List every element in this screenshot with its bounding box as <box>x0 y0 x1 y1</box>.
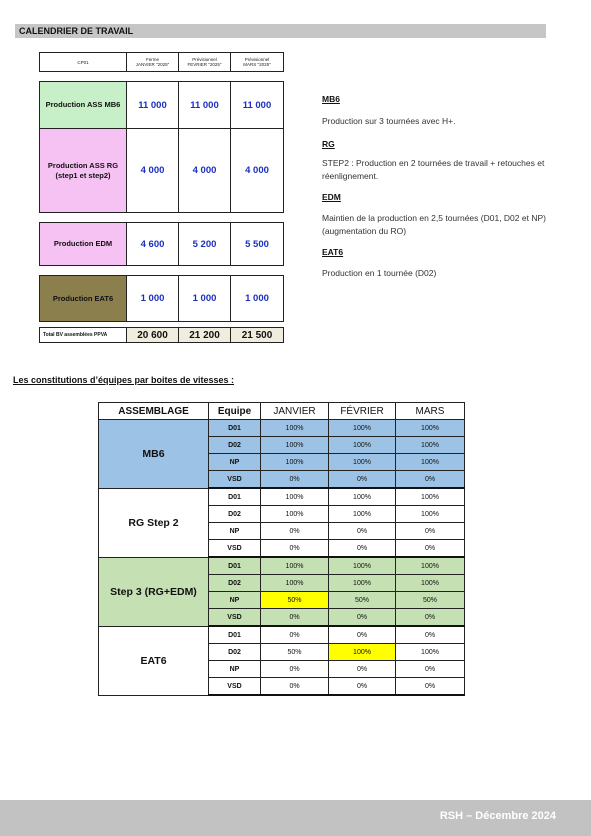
team-code: VSD <box>209 540 261 558</box>
team-percentage: 0% <box>329 661 396 678</box>
row-label: Production EDM <box>40 223 127 266</box>
team-percentage: 100% <box>261 506 329 523</box>
team-percentage: 50% <box>396 592 465 609</box>
total-value: 21 200 <box>179 328 231 343</box>
team-percentage: 100% <box>329 644 396 661</box>
production-table-header <box>40 53 284 72</box>
team-percentage: 100% <box>396 557 465 575</box>
assemblage-group-label: EAT6 <box>99 626 209 695</box>
team-code: NP <box>209 661 261 678</box>
team-code: D01 <box>209 626 261 644</box>
team-code: D02 <box>209 506 261 523</box>
team-percentage: 100% <box>261 488 329 506</box>
team-percentage: 100% <box>396 437 465 454</box>
team-table-body <box>99 420 465 696</box>
team-percentage: 0% <box>396 626 465 644</box>
team-code: D02 <box>209 644 261 661</box>
team-percentage: 100% <box>329 420 396 437</box>
team-code: D01 <box>209 420 261 437</box>
production-row-mb6 <box>40 82 284 129</box>
row-value: 5 200 <box>179 223 231 266</box>
team-percentage: 0% <box>261 626 329 644</box>
section-title: CALENDRIER DE TRAVAIL <box>19 26 134 36</box>
team-percentage: 100% <box>329 506 396 523</box>
team-percentage: 0% <box>261 540 329 558</box>
team-table-header <box>99 403 465 420</box>
team-percentage: 100% <box>396 420 465 437</box>
team-percentage: 100% <box>396 454 465 471</box>
row-value: 1 000 <box>179 276 231 322</box>
team-percentage: 100% <box>396 644 465 661</box>
team-percentage: 100% <box>261 557 329 575</box>
team-percentage: 100% <box>261 575 329 592</box>
team-percentage: 100% <box>396 488 465 506</box>
team-percentage: 100% <box>329 488 396 506</box>
production-row-eat6 <box>40 276 284 322</box>
note-title-mb6: MB6 <box>322 94 340 104</box>
note-body-mb6: Production sur 3 tournées avec H+. <box>322 116 456 126</box>
total-label: Total BV assemblées PPVA <box>40 328 127 343</box>
production-total-row <box>40 328 284 343</box>
assemblage-group-label: Step 3 (RG+EDM) <box>99 557 209 626</box>
team-code: D01 <box>209 557 261 575</box>
team-percentage: 0% <box>261 609 329 627</box>
team-percentage: 0% <box>329 678 396 696</box>
row-value: 4 600 <box>127 223 179 266</box>
production-row-rg <box>40 129 284 213</box>
team-section-title: Les constitutions d’équipes par boites de vitesses : <box>13 375 235 385</box>
note-body-edm: Maintien de la production en 2,5 tournées (D01, D02 et NP) (augmentation du RO) <box>322 213 546 236</box>
team-percentage: 0% <box>261 471 329 489</box>
team-row <box>99 626 465 644</box>
note-title-edm: EDM <box>322 192 341 202</box>
team-percentage: 0% <box>329 626 396 644</box>
column-header: Ferme JANVIER "2025" <box>127 53 179 72</box>
team-percentage: 0% <box>261 523 329 540</box>
row-value: 11 000 <box>179 82 231 129</box>
team-percentage: 0% <box>261 661 329 678</box>
production-calendar-table <box>39 52 284 343</box>
team-percentage: 100% <box>329 454 396 471</box>
team-percentage: 100% <box>396 506 465 523</box>
team-code: D01 <box>209 488 261 506</box>
team-percentage: 100% <box>329 575 396 592</box>
team-code: D02 <box>209 437 261 454</box>
row-label: Production EAT6 <box>40 276 127 322</box>
note-body-rg: STEP2 : Production en 2 tournées de travail + retouches et réenlignement. <box>322 158 545 181</box>
team-code: VSD <box>209 609 261 627</box>
note-title-eat6: EAT6 <box>322 247 344 257</box>
row-value: 1 000 <box>231 276 284 322</box>
production-row-edm <box>40 223 284 266</box>
total-value: 20 600 <box>127 328 179 343</box>
table-corner: CP01 <box>40 53 127 72</box>
team-percentage: 0% <box>396 661 465 678</box>
row-value: 4 000 <box>231 129 284 213</box>
team-code: VSD <box>209 471 261 489</box>
header-equipe: Equipe <box>209 403 261 420</box>
assemblage-group-label: RG Step 2 <box>99 488 209 557</box>
assemblage-group-label: MB6 <box>99 420 209 489</box>
production-notes <box>322 94 552 280</box>
team-percentage: 0% <box>396 523 465 540</box>
header-fevrier: FÉVRIER <box>329 403 396 420</box>
team-percentage: 50% <box>261 644 329 661</box>
team-percentage: 0% <box>396 540 465 558</box>
team-percentage: 50% <box>329 592 396 609</box>
row-value: 4 000 <box>127 129 179 213</box>
team-code: NP <box>209 523 261 540</box>
team-percentage: 0% <box>329 523 396 540</box>
footer-bar <box>0 800 591 836</box>
footer-text: RSH – Décembre 2024 <box>439 810 556 822</box>
team-row <box>99 488 465 506</box>
team-percentage: 0% <box>329 540 396 558</box>
team-percentage: 0% <box>396 678 465 696</box>
team-percentage: 0% <box>396 609 465 627</box>
header-mars: MARS <box>396 403 465 420</box>
team-percentage: 100% <box>329 437 396 454</box>
team-composition-table <box>98 402 465 696</box>
team-percentage: 0% <box>329 471 396 489</box>
column-header: Prévisionnel MARS "2025" <box>231 53 284 72</box>
team-row <box>99 420 465 437</box>
team-percentage: 50% <box>261 592 329 609</box>
team-percentage: 0% <box>261 678 329 696</box>
row-label: Production ASS RG (step1 et step2) <box>40 129 127 213</box>
team-code: D02 <box>209 575 261 592</box>
team-percentage: 100% <box>261 420 329 437</box>
note-title-rg: RG <box>322 139 335 149</box>
row-label: Production ASS MB6 <box>40 82 127 129</box>
team-percentage: 100% <box>261 454 329 471</box>
row-value: 4 000 <box>179 129 231 213</box>
column-header: Prévisionnel FEVRIER "2025" <box>179 53 231 72</box>
row-value: 11 000 <box>127 82 179 129</box>
row-value: 5 500 <box>231 223 284 266</box>
header-janvier: JANVIER <box>261 403 329 420</box>
team-code: VSD <box>209 678 261 696</box>
team-code: NP <box>209 592 261 609</box>
note-body-eat6: Production en 1 tournée (D02) <box>322 268 437 278</box>
row-value: 1 000 <box>127 276 179 322</box>
team-percentage: 0% <box>329 609 396 627</box>
team-percentage: 100% <box>396 575 465 592</box>
team-percentage: 0% <box>396 471 465 489</box>
row-value: 11 000 <box>231 82 284 129</box>
team-code: NP <box>209 454 261 471</box>
team-percentage: 100% <box>261 437 329 454</box>
header-assemblage: ASSEMBLAGE <box>99 403 209 420</box>
team-percentage: 100% <box>329 557 396 575</box>
section-title-bar <box>15 24 546 38</box>
team-row <box>99 557 465 575</box>
total-value: 21 500 <box>231 328 284 343</box>
